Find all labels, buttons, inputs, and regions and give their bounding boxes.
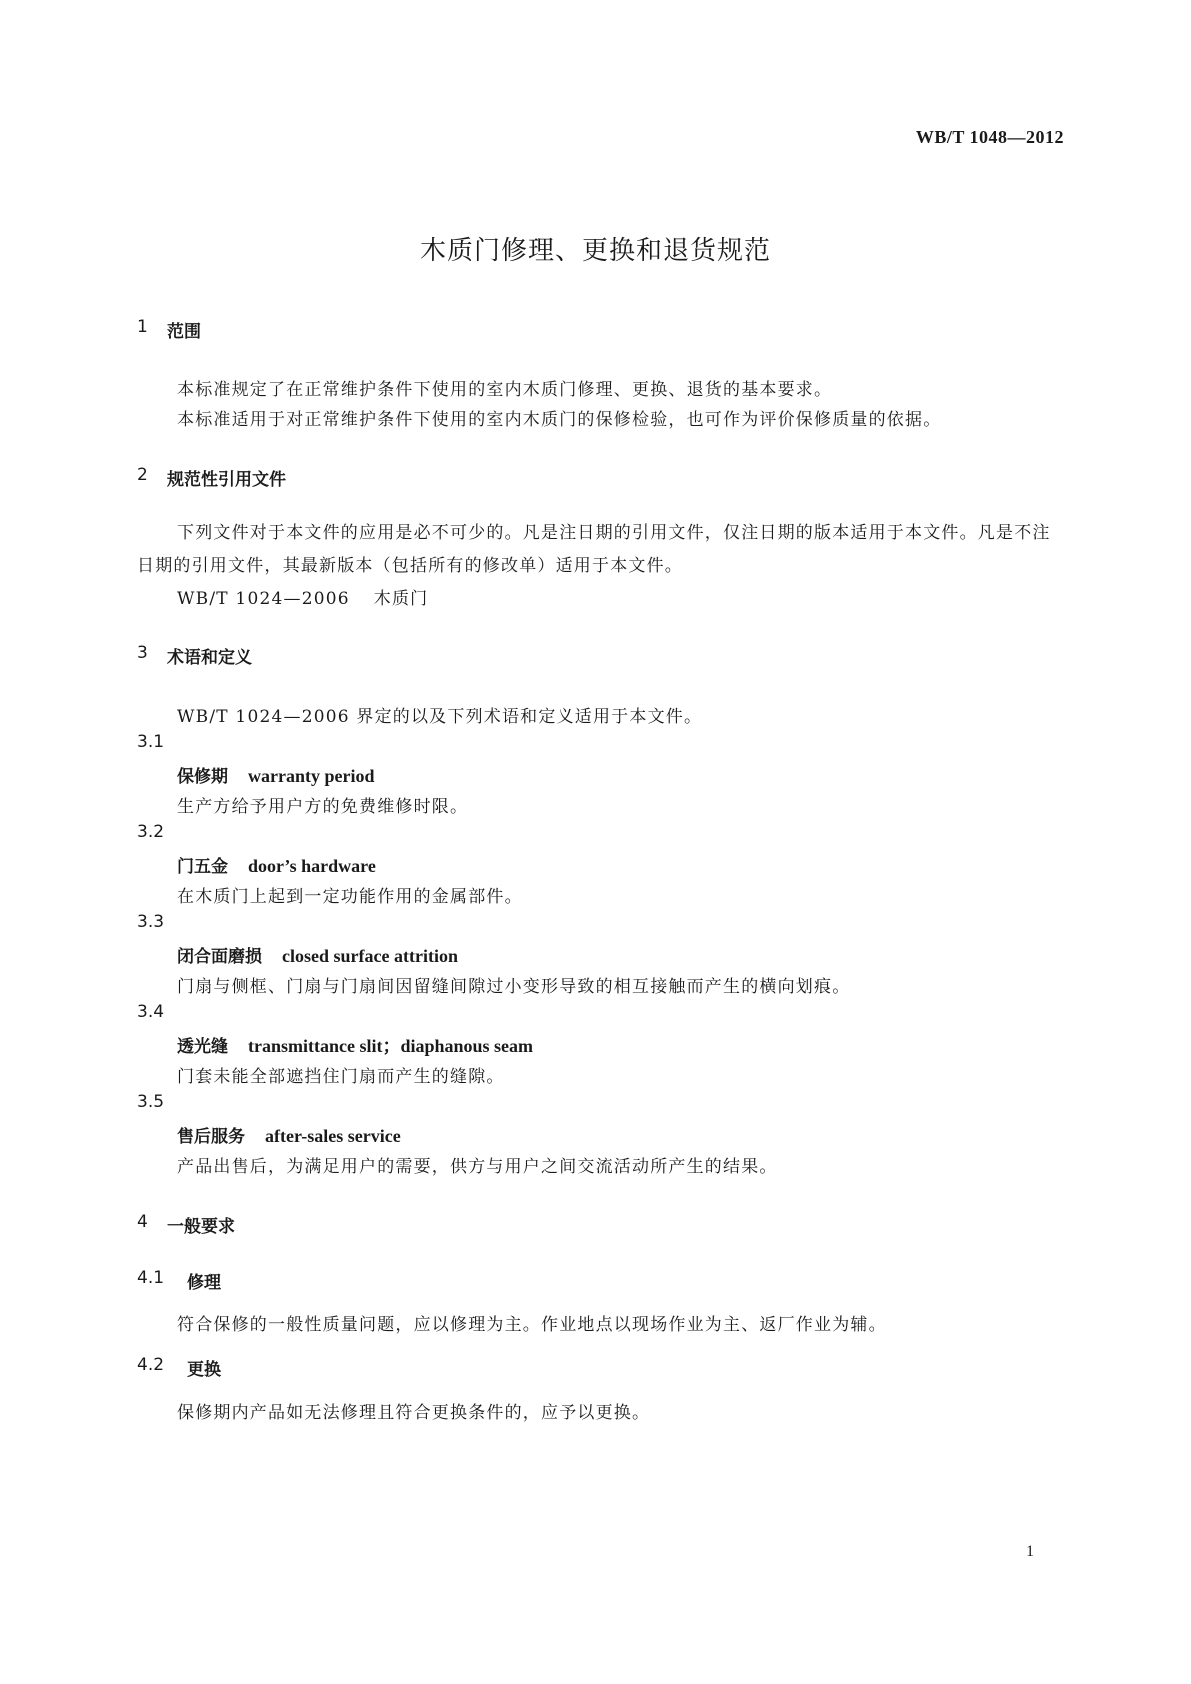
term-number: 3.4 [137, 1002, 165, 1022]
subsection-4-2-text: 保修期内产品如无法修理且符合更换条件的，应予以更换。 [177, 1403, 651, 1423]
section-title: 范围 [167, 322, 201, 342]
term-chinese: 闭合面磨损 [177, 947, 262, 967]
subsection-4-1-text: 符合保修的一般性质量问题，应以修理为主。作业地点以现场作业为主、返厂作业为辅。 [177, 1315, 887, 1335]
section-3-intro: WB/T 1024—2006 界定的以及下列术语和定义适用于本文件。 [177, 707, 703, 727]
term-definition: 在木质门上起到一定功能作用的金属部件。 [177, 887, 523, 907]
section-4-heading [137, 1212, 235, 1237]
term-heading [177, 852, 376, 877]
subsection-title: 更换 [187, 1360, 221, 1380]
term-number: 3.3 [137, 912, 165, 932]
term-number: 3.5 [137, 1092, 165, 1112]
term-definition: 门扇与侧框、门扇与门扇间因留缝间隙过小变形导致的相互接触而产生的横向划痕。 [177, 977, 851, 997]
section-2-heading [137, 465, 286, 490]
section-1-paragraph-1: 本标准规定了在正常维护条件下使用的室内木质门修理、更换、退货的基本要求。 [177, 380, 833, 400]
section-1-heading [137, 317, 201, 342]
section-number: 1 [137, 317, 148, 337]
term-definition: 门套未能全部遮挡住门扇而产生的缝隙。 [177, 1067, 505, 1087]
term-heading [177, 1122, 401, 1147]
section-title: 规范性引用文件 [167, 470, 286, 490]
subsection-number: 4.2 [137, 1355, 165, 1375]
section-2-paragraph: 下列文件对于本文件的应用是必不可少的。凡是注日期的引用文件，仅注日期的版本适用于本文件。凡是不注日期的引用文件，其最新版本（包括所有的修改单）适用于本文件。 [137, 523, 1051, 576]
subsection-4-2-heading [137, 1355, 221, 1380]
term-number: 3.1 [137, 732, 165, 752]
term-heading [177, 762, 374, 787]
subsection-number: 4.1 [137, 1268, 165, 1288]
section-number: 3 [137, 643, 148, 663]
term-english: transmittance slit；diaphanous seam [248, 1036, 534, 1056]
reference-title: 木质门 [373, 589, 429, 609]
reference-code: WB/T 1024—2006 [177, 589, 350, 609]
page-number: 1 [1026, 1543, 1034, 1560]
normative-reference [177, 584, 428, 609]
section-1-paragraph-2: 本标准适用于对正常维护条件下使用的室内木质门的保修检验，也可作为评价保修质量的依据。 [177, 410, 942, 430]
document-title: 木质门修理、更换和退货规范 [419, 236, 771, 266]
subsection-title: 修理 [187, 1273, 221, 1293]
term-chinese: 透光缝 [177, 1037, 228, 1057]
term-english: warranty period [248, 766, 375, 786]
subsection-4-1-heading [137, 1268, 221, 1293]
term-definition: 生产方给予用户方的免费维修时限。 [177, 797, 469, 817]
standard-code: WB/T 1048—2012 [915, 127, 1064, 147]
term-number: 3.2 [137, 822, 165, 842]
term-heading [177, 1032, 533, 1058]
section-title: 术语和定义 [167, 648, 252, 668]
term-chinese: 门五金 [177, 857, 228, 877]
term-chinese: 保修期 [177, 767, 228, 787]
section-3-heading [137, 643, 252, 668]
term-heading [177, 942, 458, 967]
section-number: 4 [137, 1212, 148, 1232]
term-english: door’s hardware [248, 856, 376, 876]
term-english: closed surface attrition [282, 946, 458, 966]
term-definition: 产品出售后，为满足用户的需要，供方与用户之间交流活动所产生的结果。 [177, 1157, 778, 1177]
section-number: 2 [137, 465, 148, 485]
term-chinese: 售后服务 [177, 1127, 245, 1147]
section-title: 一般要求 [167, 1217, 235, 1237]
term-english: after-sales service [265, 1126, 401, 1146]
